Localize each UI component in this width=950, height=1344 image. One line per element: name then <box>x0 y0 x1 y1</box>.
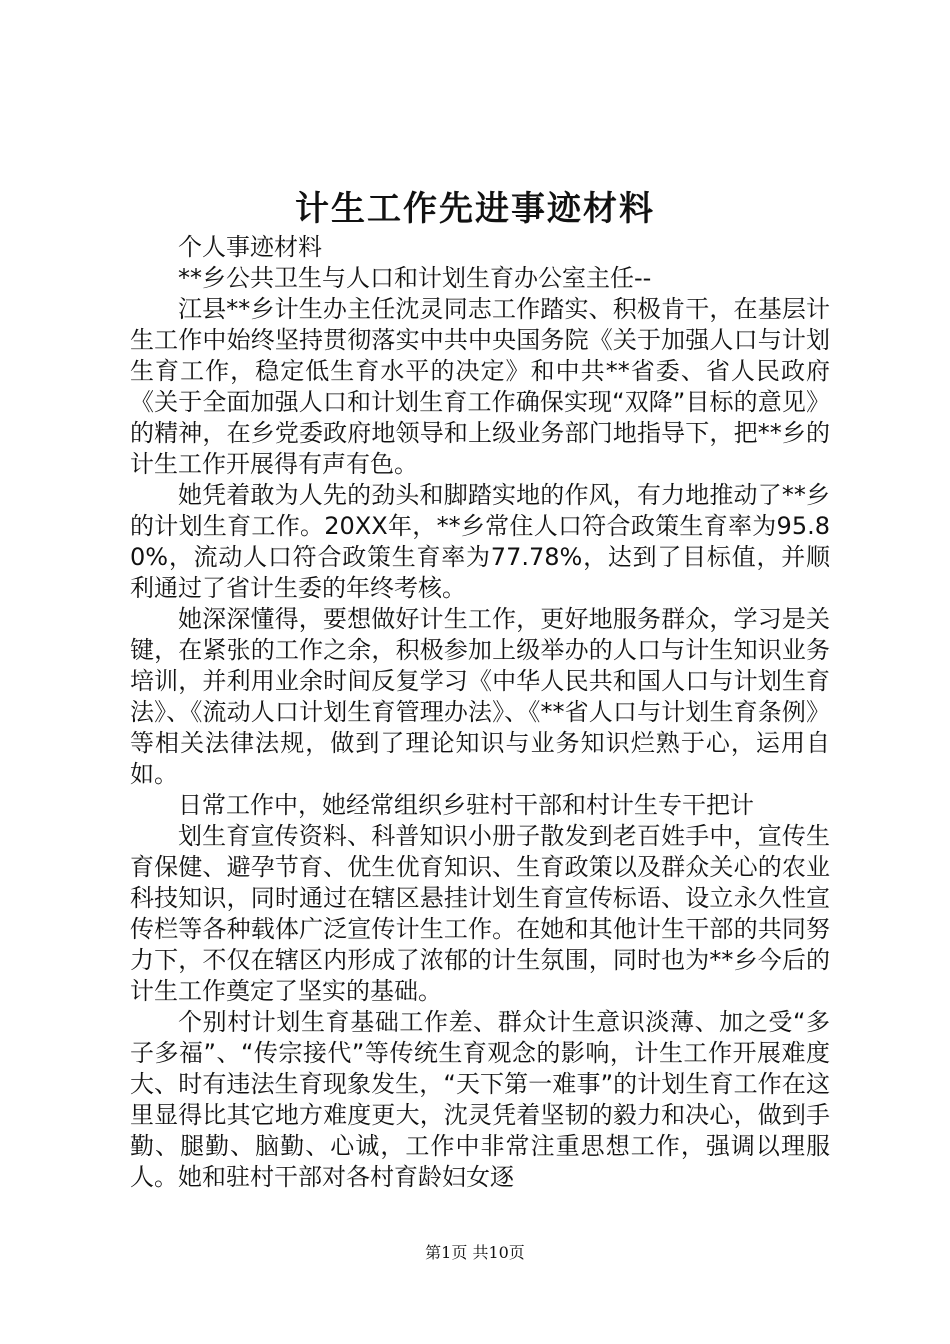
paragraph: 个别村计划生育基础工作差、群众计生意识淡薄、加之受“多子多福”、“传宗接代”等传统生育观念的影响，计生工作开展难度大、时有违法生育现象发生，“天下第一难事”的计划生育工作在这里显得比其它地方难度更大，沈灵凭着坚韧的毅力和决心，做到手勤、腿勤、脑勤、心诚，工作中非常注重思想工作，强调以理服人。她和驻村干部对各村育龄妇女逐 <box>130 1008 830 1191</box>
paragraph: 个人事迹材料 <box>178 233 322 261</box>
document-body <box>130 232 830 1193</box>
paragraph: 江县**乡计生办主任沈灵同志工作踏实、积极肯干，在基层计生工作中始终坚持贯彻落实中共中央国务院《关于加强人口与计划生育工作，稳定低生育水平的决定》和中共**省委、省人民政府《关于全面加强人口和计划生育工作确保实现“双降”目标的意见》的精神，在乡党委政府地领导和上级业务部门地指导下，把**乡的计生工作开展得有声有色。 <box>130 295 830 478</box>
paragraph: 划生育宣传资料、科普知识小册子散发到老百姓手中，宣传生育保健、避孕节育、优生优育知识、生育政策以及群众关心的农业科技知识，同时通过在辖区悬挂计划生育宣传标语、设立永久性宣传栏等各种载体广泛宣传计生工作。在她和其他计生干部的共同努力下，不仅在辖区内形成了浓郁的计生氛围，同时也为**乡今后的计生工作奠定了坚实的基础。 <box>130 822 830 1005</box>
page-footer: 第1页 共10页 <box>425 1243 525 1262</box>
document-title: 计生工作先进事迹材料 <box>295 189 655 229</box>
paragraph: 她深深懂得，要想做好计生工作，更好地服务群众，学习是关键，在紧张的工作之余，积极参加上级举办的人口与计生知识业务培训，并利用业余时间反复学习《中华人民共和国人口与计划生育法》、《流动人口计划生育管理办法》、《**省人口与计划生育条例》等相关法律法规，做到了理论知识与业务知识烂熟于心，运用自如。 <box>130 605 830 788</box>
paragraph: **乡公共卫生与人口和计划生育办公室主任-- <box>178 264 652 292</box>
paragraph: 她凭着敢为人先的劲头和脚踏实地的作风，有力地推动了**乡的计划生育工作。20XX年，**乡常住人口符合政策生育率为95.80%，流动人口符合政策生育率为77.78%，达到了目标值，并顺利通过了省计生委的年终考核。 <box>130 481 830 602</box>
paragraph: 日常工作中，她经常组织乡驻村干部和村计生专干把计 <box>178 791 754 819</box>
